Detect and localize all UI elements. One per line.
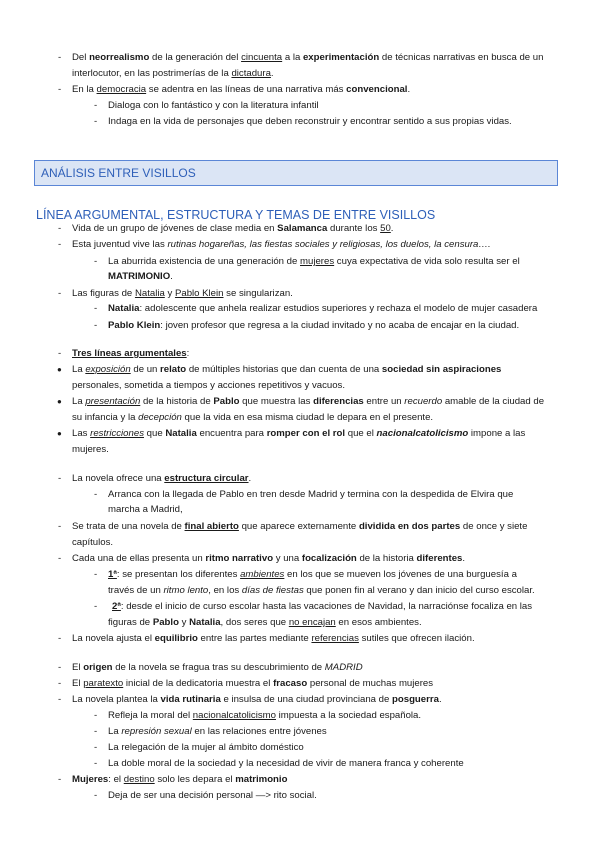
temas-sub-1: Refleja la moral del nacionalcatolicismo impuesta a la sociedad española. xyxy=(108,710,422,721)
dash-bullet: - xyxy=(58,633,62,644)
estructura-line-3: Cada una de ellas presenta un ritmo narrativo y una focalización de la historia diferentes. xyxy=(72,553,466,564)
estructura-sub-1b: marcha a Madrid, xyxy=(108,504,183,515)
intro-line-2: En la democracia se adentra en las líneas de una narrativa más convencional. xyxy=(72,84,411,95)
section-title-box xyxy=(34,160,558,186)
estructura-line-2b: capítulos. xyxy=(72,537,114,548)
temas-sub-2: La represión sexual en las relaciones entre jóvenes xyxy=(108,726,327,737)
section-title: ANÁLISIS ENTRE VISILLOS xyxy=(41,166,196,180)
dash-bullet: - xyxy=(58,473,62,484)
intro-sub-2: Indaga en la vida de personajes que deben reconstruir y encontrar sentido a sus propias vidas. xyxy=(108,116,512,127)
estructura-line-2: Se trata de una novela de final abierto que aparece externamente dividida en dos partes de once y siete xyxy=(72,521,528,532)
dash-bullet: - xyxy=(94,726,98,737)
dash-bullet: - xyxy=(58,84,62,95)
parte-2b: figuras de Pablo y Natalia, dos seres que no encajan en esos ambientes. xyxy=(108,617,422,628)
tres-d1b: personales, sometida a tiempos y acciones repetitivos y vacuos. xyxy=(72,380,346,391)
dash-bullet: - xyxy=(58,288,62,299)
dash-bullet: - xyxy=(58,678,62,689)
pablo-line: Pablo Klein: joven profesor que regresa a la ciudad invitado y no acaba de encajar en la ciudad. xyxy=(108,320,520,331)
dot-bullet: ● xyxy=(57,429,62,438)
dash-bullet: - xyxy=(58,348,62,359)
plot-sub-line: La aburrida existencia de una generación de mujeres cuya expectativa de vida solo resulta ser el xyxy=(108,256,520,267)
intro-sub-1: Dialoga con lo fantástico y con la literatura infantil xyxy=(108,100,319,111)
dash-bullet: - xyxy=(94,758,98,769)
plot-line-2: Esta juventud vive las rutinas hogareñas, las fiestas sociales y religiosas, los duelos, la censura…. xyxy=(72,239,491,250)
dash-bullet: - xyxy=(94,320,98,331)
page-heading: LÍNEA ARGUMENTAL, ESTRUCTURA Y TEMAS DE ENTRE VISILLOS xyxy=(36,208,436,222)
dash-bullet: - xyxy=(94,116,98,127)
dash-bullet: - xyxy=(94,489,98,500)
dash-bullet: - xyxy=(94,710,98,721)
plot-sub-line-b: MATRIMONIO. xyxy=(108,271,173,282)
dash-bullet: - xyxy=(58,239,62,250)
dash-bullet: - xyxy=(58,521,62,532)
natalia-line: Natalia: adolescente que anhela realizar estudios superiores y rechaza el modelo de mujer casadera xyxy=(108,303,538,314)
dot-bullet: ● xyxy=(57,365,62,374)
plot-line-3: Las figuras de Natalia y Pablo Klein se singularizan. xyxy=(72,288,293,299)
temas-line-4: Mujeres: el destino solo les depara el matrimonio xyxy=(72,774,288,785)
dash-bullet: - xyxy=(58,662,62,673)
temas-sub-4: La doble moral de la sociedad y la necesidad de vivir de manera franca y coherente xyxy=(108,758,464,769)
tres-d2: La presentación de la historia de Pablo que muestra las diferencias entre un recuerdo amable de la ciudad de xyxy=(72,396,545,407)
tres-d2b: su infancia y la decepción que la vida en esa misma ciudad le depara en el presente. xyxy=(72,412,434,423)
dash-bullet: - xyxy=(58,694,62,705)
estructura-sub-1: Arranca con la llegada de Pablo en tren desde Madrid y termina con la despedida de Elvira que xyxy=(108,489,514,500)
intro-line-1: Del neorrealismo de la generación del cincuenta a la experimentación de técnicas narrativas en busca de un xyxy=(72,52,544,63)
tres-d3: Las restricciones que Natalia encuentra para romper con el rol que el nacionalcatolicismo impone a las xyxy=(72,428,526,439)
dash-bullet: - xyxy=(94,569,98,580)
temas-line-1: El origen de la novela se fragua tras su descubrimiento de MADRID xyxy=(72,662,363,673)
estructura-line-1: La novela ofrece una estructura circular. xyxy=(72,473,252,484)
dash-bullet: - xyxy=(94,790,98,801)
dot-bullet: ● xyxy=(57,397,62,406)
dash-bullet: - xyxy=(94,303,98,314)
dash-bullet: - xyxy=(94,601,98,612)
dash-bullet: - xyxy=(94,256,98,267)
tres-d3b: mujeres. xyxy=(72,444,109,455)
dash-bullet: - xyxy=(58,774,62,785)
tres-d1: La exposición de un relato de múltiples historias que dan cuenta de una sociedad sin aspiraciones xyxy=(72,364,502,375)
temas-line-3: La novela plantea la vida rutinaria e insulsa de una ciudad provinciana de posguerra. xyxy=(72,694,442,705)
dash-bullet: - xyxy=(58,223,62,234)
parte-1b: través de un ritmo lento, en los días de fiestas que ponen fin al verano y dan inicio del curso escolar. xyxy=(108,585,535,596)
tres-title: Tres líneas argumentales: xyxy=(72,348,190,359)
parte-1: 1ª: se presentan los diferentes ambientes en los que se mueven los jóvenes de una burguesía a xyxy=(108,569,517,580)
temas-sub-5: Deja de ser una decisión personal —> rito social. xyxy=(108,790,317,801)
parte-2: 2ª: desde el inicio de curso escolar hasta las vacaciones de Navidad, la narraciónse focaliza en las xyxy=(112,601,533,612)
dash-bullet: - xyxy=(58,52,62,63)
plot-line-1: Vida de un grupo de jóvenes de clase media en Salamanca durante los 50. xyxy=(72,223,394,234)
dash-bullet: - xyxy=(94,100,98,111)
dash-bullet: - xyxy=(94,742,98,753)
intro-line-1b: interlocutor, en las postrimerías de la dictadura. xyxy=(72,68,274,79)
temas-sub-3: La relegación de la mujer al ámbito doméstico xyxy=(108,742,304,753)
estructura-line-4: La novela ajusta el equilibrio entre las partes mediante referencias sutiles que ofrecen ilación. xyxy=(72,633,475,644)
temas-line-2: El paratexto inicial de la dedicatoria muestra el fracaso personal de muchas mujeres xyxy=(72,678,434,689)
dash-bullet: - xyxy=(58,553,62,564)
